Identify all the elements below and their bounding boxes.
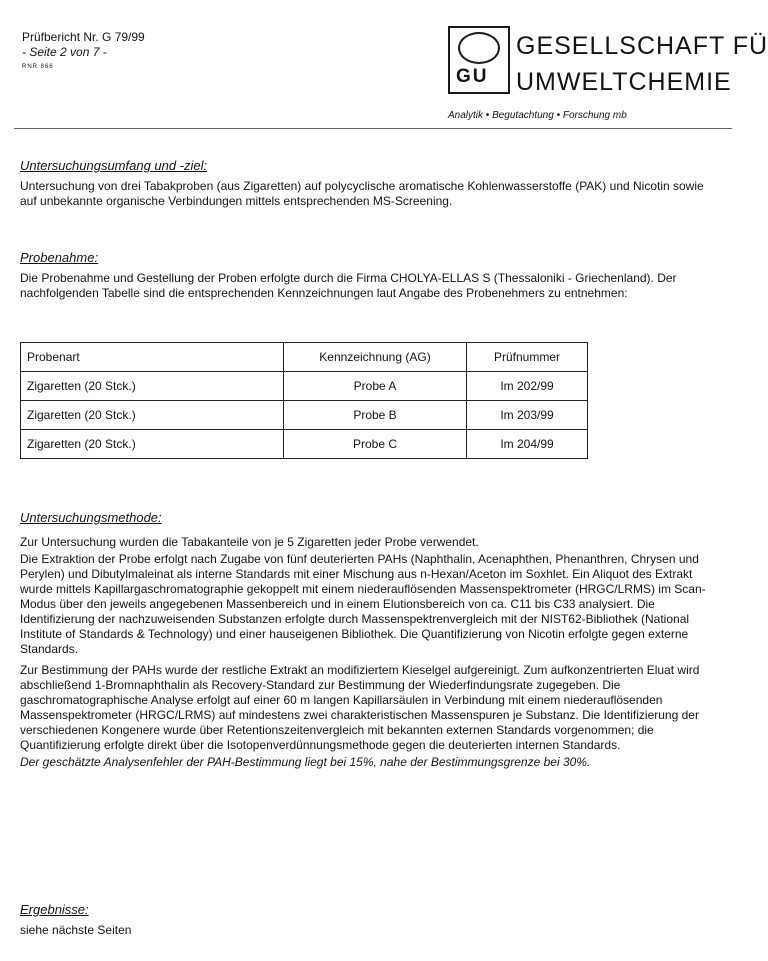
table-cell: Probe B bbox=[284, 401, 467, 430]
table-cell: Zigaretten (20 Stck.) bbox=[21, 372, 284, 401]
table-cell: Probe A bbox=[284, 372, 467, 401]
sampling-heading: Probenahme: bbox=[20, 250, 99, 265]
method-section bbox=[20, 510, 720, 770]
method-heading: Untersuchungsmethode: bbox=[20, 510, 162, 525]
sampling-text: Die Probenahme und Gestellung der Proben erfolgte durch die Firma CHOLYA-ELLAS S (Thessaloniki - Griechenland). Der nachfolgenden Tabelle sind die entsprechenden Kennzeichnungen laut Angabe des Probenehmers zu entnehmen: bbox=[20, 271, 677, 300]
report-header bbox=[22, 30, 145, 75]
method-paragraph-3: Zur Bestimmung der PAHs wurde der restliche Extrakt an modifiziertem Kieselgel aufgereinigt. Zum aufkonzentrierten Eluat wird abschließend 1-Bromnaphthalin als Recovery-Standard zur Bestimmung der Wiederfindungsrate zugegeben. Die gaschromatographische Analyse erfolgt auf einer 60 m langen Kapillarsäulen in Verbindung mit einem niederauflösenden Massenspektrometer (HRGC/LRMS) auf mindestens zwei charakteristischen Massenspuren je Substanz. Die Identifizierung der verschiedenen Kongenere wurde über Retentionszeitenvergleich mit bekannten externen Standards vorgenommen; die Quantifizierung erfolgte direkt über die Isotopenverdünnungsmethode gegen die deuterierten internen Standards. bbox=[20, 663, 700, 752]
results-heading: Ergebnisse: bbox=[20, 902, 89, 917]
table-cell: Zigaretten (20 Stck.) bbox=[21, 430, 284, 459]
sample-table bbox=[20, 342, 588, 459]
table-cell: Im 202/99 bbox=[467, 372, 588, 401]
table-cell: Im 203/99 bbox=[467, 401, 588, 430]
method-paragraph-1: Zur Untersuchung wurden die Tabakanteile von je 5 Zigaretten jeder Probe verwendet. bbox=[20, 535, 479, 549]
method-paragraph-4: Der geschätzte Analysenfehler der PAH-Bestimmung liegt bei 15%, nahe der Bestimmungsgrenze bei 30%. bbox=[20, 755, 591, 769]
logo-letters: GU bbox=[456, 66, 489, 87]
table-cell: Zigaretten (20 Stck.) bbox=[21, 401, 284, 430]
header-divider bbox=[14, 128, 732, 129]
company-logo bbox=[448, 26, 510, 94]
table-cell: Probe C bbox=[284, 430, 467, 459]
table-header-row bbox=[21, 343, 588, 372]
table-row bbox=[21, 430, 588, 459]
method-paragraph-2: Die Extraktion der Probe erfolgt nach Zugabe von fünf deuterierten PAHs (Naphthalin, Acenaphthen, Phenanthren, Chrysen und Perylen) und Dibutylmaleinat als interne Standards mit einer Mischung aus n-Hexan/Aceton im Soxhlet. Ein Aliquot des Extrakt wurde mittels Kapillargaschromatographie gekoppelt mit einem niederauflösenden Massenspektrometer (HRGC/LRMS) im Scan-Modus über den jeweils angegebenen Massenbereich und in einem Elutionsbereich von ca. C11 bis C33 analysiert. Die Identifizierung der nachzuweisenden Substanzen erfolgte durch Massenspektrenvergleich mit der NIST62-Bibliothek (National Institute of Standards & Technology) und einer hauseigenen Bibliothek. Die Quantifizierung von Nicotin erfolgte gegen externe Standards. bbox=[20, 552, 706, 656]
company-tagline: Analytik • Begutachtung • Forschung mb bbox=[448, 110, 627, 121]
table-cell: Im 204/99 bbox=[467, 430, 588, 459]
logo-ring-icon bbox=[458, 32, 500, 64]
scope-section bbox=[20, 158, 720, 209]
scope-text: Untersuchung von drei Tabakproben (aus Zigaretten) auf polycyclische aromatische Kohlenwasserstoffe (PAK) und Nicotin sowie auf unbekannte organische Verbindungen mittels entsprechenden MS-Screening. bbox=[20, 179, 704, 208]
column-header: Prüfnummer bbox=[467, 343, 588, 372]
table-row bbox=[21, 372, 588, 401]
results-section bbox=[20, 902, 720, 938]
company-line-1: GESELLSCHAFT FÜ bbox=[516, 32, 768, 60]
report-number: Prüfbericht Nr. G 79/99 bbox=[22, 30, 145, 44]
small-code: RNR 866 bbox=[22, 64, 54, 70]
scope-heading: Untersuchungsumfang und -ziel: bbox=[20, 158, 208, 173]
column-header: Kennzeichnung (AG) bbox=[284, 343, 467, 372]
table-row bbox=[21, 401, 588, 430]
company-line-2: UMWELTCHEMIE bbox=[516, 68, 732, 96]
sampling-section bbox=[20, 250, 720, 301]
results-text: siehe nächste Seiten bbox=[20, 923, 132, 937]
page-info: - Seite 2 von 7 - bbox=[22, 45, 107, 59]
column-header: Probenart bbox=[21, 343, 284, 372]
company-name bbox=[516, 28, 768, 100]
